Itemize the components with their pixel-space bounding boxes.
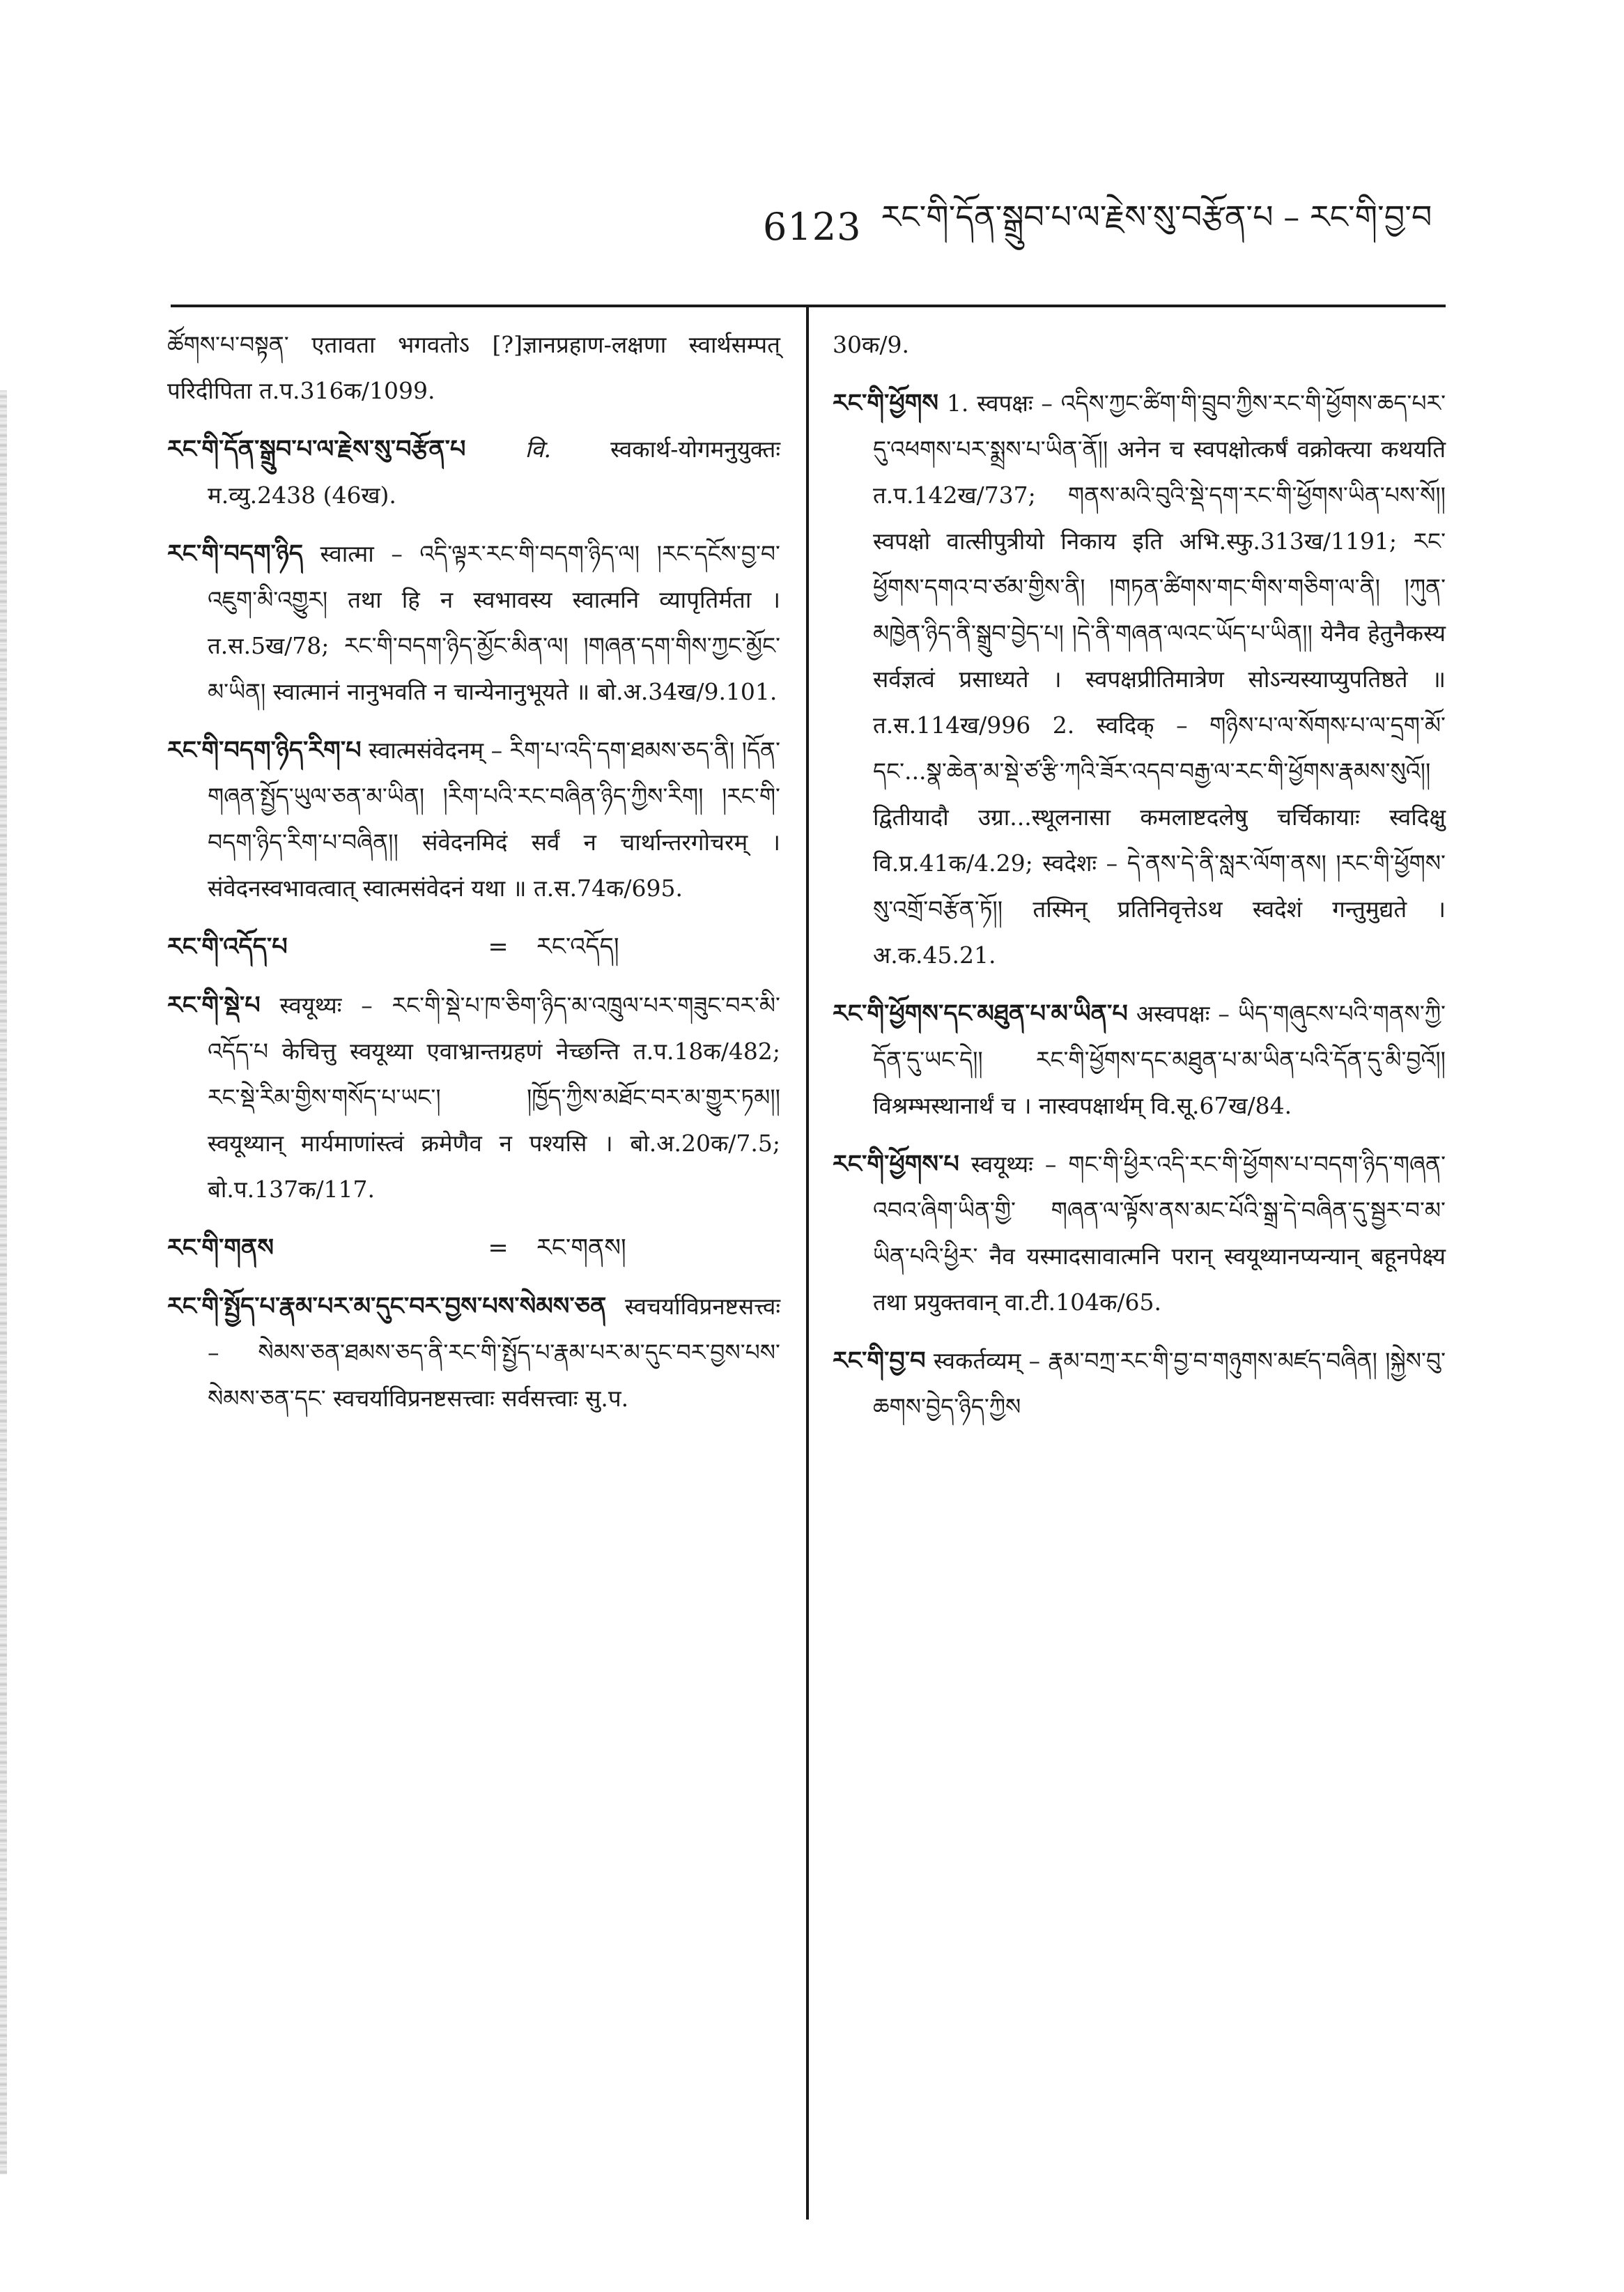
scan-edge-shadow (0, 390, 7, 2174)
column-divider (806, 307, 809, 2220)
cross-reference-entry (167, 924, 780, 970)
entry-headword: རང་གི་གནས (167, 1233, 274, 1262)
cross-reference-target: རང་གནས། (536, 1234, 626, 1262)
dictionary-entry (167, 426, 780, 518)
cross-reference-entry (167, 1225, 780, 1271)
grammar-label: वि. (525, 436, 551, 463)
entry-text: स्वकार्थ-योगमनुयुक्तः म.व्यु.2438 (46ख). (208, 436, 780, 509)
equals-sign: = (488, 933, 509, 961)
entry-text: ཚོགས་པ་བསྟན་ एतावता भगवतोऽ [?]ज्ञानप्रहाण-लक्षणा स्वार्थसम्पत् परिदीपिता त.प.316क/1099. (167, 331, 780, 404)
dictionary-entry (167, 983, 780, 1213)
entry-headword: རང་གི་བྱ་བ (833, 1346, 926, 1375)
dictionary-entry (833, 380, 1446, 978)
dictionary-entry (833, 991, 1446, 1129)
entry-headword: རང་གི་བདག་ཉིད་རིག་པ (167, 736, 362, 764)
entry-text: स्वयूथ्यः – རང་གི་སྡེ་པ་ཁ་ཅིག་ཉིད་མ་འཁྲུལ་པར་གཟུང་བར་མི་འདོད་པ केचित्तु स्वयूथ्या एवाभ्रान्तग्रहणं नेच्छन्ति त.प.18क/482; རང་སྡེ་རིམ་གྱིས་གསོད་པ་ཡང་། །ཁྱོད་ཀྱིས་མཐོང་བར་མ་གྱུར་ཏམ།། स्वयूथ्यान् मार्यमाणांस्त्वं क्रमेणैव न पश्यसि । बो.अ.20क/7.5; बो.प.137क/117. (208, 992, 780, 1203)
entry-headword: རང་གི་སྤྱོད་པ་རྣམ་པར་མ་དུང་བར་བྱས་པས་སེམས་ཅན (167, 1292, 607, 1321)
entry-headword: རང་གི་ཕྱོགས་དང་མཐུན་པ་མ་ཡིན་པ (833, 999, 1128, 1028)
dictionary-entry (167, 531, 780, 715)
equals-sign: = (488, 1234, 509, 1262)
entry-text: स्वात्मा – འདི་ལྟར་རང་གི་བདག་ཉིད་ལ། །རང་དངོས་བྱ་བ་འཇུག་མི་འགྱུར། तथा हि न स्वभावस्य स्वात्मनि व्यापृतिर्मता । त.स.5ख/78; རང་གི་བདག་ཉིད་མྱོང་མིན་ལ། །གཞན་དག་གིས་ཀྱང་མྱོང་མ་ཡིན། स्वात्मानं नानुभवति न चान्येनानुभूयते ॥ बो.अ.34ख/9.101. (208, 540, 780, 705)
page-header (763, 195, 1446, 258)
left-column (167, 322, 780, 1434)
entry-text: 1. स्वपक्षः – འདིས་ཀྱང་ཚིག་གི་བྲུབ་ཀྱིས་རང་གི་ཕྱོགས་ཆད་པར་དུ་འཕགས་པར་སྨྲས་པ་ཡིན་ནོ།། अनेन च स्वपक्षोत्कर्षं वक्रोक्त्या कथयति त.प.142ख/737; གནས་མའི་བུའི་སྡེ་དག་རང་གི་ཕྱོགས་ཡིན་པས་སོ།། स्वपक्षो वात्सीपुत्रीयो निकाय इति अभि.स्फु.313ख/1191; རང་ཕྱོགས་དགའ་བ་ཙམ་གྱིས་ནི། །གཏན་ཚིགས་གང་གིས་གཅིག་ལ་ནི། །ཀུན་མཁྱེན་ཉིད་ནི་སྒྲུབ་བྱེད་པ། །དེ་ནི་གཞན་ལའང་ཡོད་པ་ཡིན།། येनैव हेतुनैकस्य सर्वज्ञत्वं प्रसाध्यते । स्वपक्षप्रीतिमात्रेण सोऽन्यस्याप्युपतिष्ठते ॥ त.स.114ख/996 2. स्वदिक् – གཉིས་པ་ལ་སོགས་པ་ལ་དྲག་མོ་དང་...སྣ་ཆེན་མ་སྡེ་ཙ་རྩི་ཀའི་ཟོར་འདབ་བརྒྱ་ལ་རང་གི་ཕྱོགས་རྣམས་སུའོ།། द्वितीयादौ उग्रा...स्थूलनासा कमलाष्टदलेषु चर्चिकायाः स्वदिक्षु वि.प्र.41क/4.29; स्वदेशः – དེ་ནས་དེ་ནི་སླར་ལོག་ནས། །རང་གི་ཕྱོགས་སུ་འགྲོ་བརྩོན་ཏོ།། तस्मिन् प्रतिनिवृत्तेऽथ स्वदेशं गन्तुमुद्यते । अ.क.45.21. (873, 390, 1446, 969)
entry-headword: རང་གི་ཕྱོགས་པ (833, 1150, 959, 1178)
entry-text: अस्वपक्षः – ཡིད་གཞུངས་པའི་གནས་ཀྱི་དོན་དུ་ཡང་དེ།། རང་གི་ཕྱོགས་དང་མཐུན་པ་མ་ཡིན་པའི་དོན་དུ་མི་བྱའོ།། विश्रम्भस्थानार्थं च । नास्वपक्षार्थम् वि.सू.67ख/84. (873, 1000, 1446, 1119)
cross-reference-target: རང་འདོད། (536, 933, 619, 961)
page-number: 6123 (763, 204, 862, 249)
entry-headword: རང་གི་དོན་སྒྲུབ་པ་ལ་རྗེས་སུ་བརྩོན་པ (167, 435, 466, 463)
dictionary-entry (833, 1141, 1446, 1325)
entry-headword: རང་གི་ཕྱོགས (833, 389, 939, 417)
entry-text: 30क/9. (833, 331, 909, 358)
dictionary-entry (167, 728, 780, 912)
entry-continuation (167, 322, 780, 414)
entry-headword: རང་གི་འདོད་པ (167, 932, 288, 961)
right-column (833, 322, 1446, 1443)
entry-continuation (833, 322, 1446, 368)
dictionary-entry (833, 1338, 1446, 1430)
entry-text: स्वयूथ्यः – གང་གི་ཕྱིར་འདི་རང་གི་ཕྱོགས་པ་བདག་ཉིད་གཞན་འབའ་ཞིག་ཡིན་གྱི་ གཞན་ལ་ལྟོས་ནས་མང་པོའི་སྒྲ་དེ་བཞིན་དུ་སྦྱར་བ་མ་ཡིན་པའི་ཕྱིར་ नैव यस्मादसावात्मनि परान् स्वयूथ्यानप्यन्यान् बहूनपेक्ष्य तथा प्रयुक्तवान् वा.टी.104क/65. (873, 1151, 1446, 1316)
entry-text: स्वचर्याविप्रनष्टसत्त्वः – སེམས་ཅན་ཐམས་ཅད་ནི་རང་གི་སྤྱོད་པ་རྣམ་པར་མ་དུང་བར་བྱས་པས་སེམས་ཅན་དང་ स्वचर्याविप्रनष्टसत्त्वाः सर्वसत्त्वाः सु.प. (208, 1293, 780, 1412)
entry-headword: རང་གི་སྡེ་པ (167, 991, 261, 1020)
dictionary-entry (167, 1284, 780, 1422)
entry-text: स्वकर्तव्यम् – རྣམ་བཀྲ་རང་གི་བྱ་བ་གཉུགས་མཛད་བཞིན། །སྐྱེས་བུ་ཆགས་བྱེད་ཉིད་ཀྱིས (873, 1347, 1446, 1420)
entry-headword: རང་གི་བདག་ཉིད (167, 539, 304, 568)
running-head: རང་གི་དོན་སྒྲུབ་པ་ལ་རྗེས་སུ་བརྩོན་པ – རང་གི་བྱ་བ (881, 197, 1432, 236)
entry-text: स्वात्मसंवेदनम् – རིག་པ་འདི་དག་ཐམས་ཅད་ནི། །དོན་གཞན་སྤྱོད་ཡུལ་ཅན་མ་ཡིན། །རིག་པའི་རང་བཞིན་ཉིད་ཀྱིས་རིག། །རང་གི་བདག་ཉིད་རིག་པ་བཞིན།། संवेदनमिदं सर्वं न चार्थान्तरगोचरम् । संवेदनस्वभावत्वात् स्वात्मसंवेदनं यथा ॥ त.स.74क/695. (208, 737, 780, 902)
